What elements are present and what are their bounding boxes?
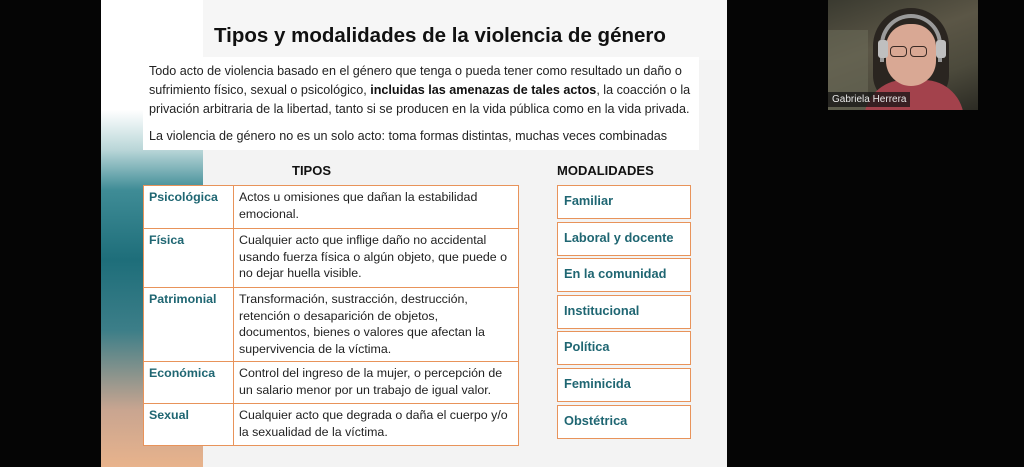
- table-row: [144, 229, 519, 288]
- headset-right-ear: [936, 40, 946, 58]
- intro-subtext: La violencia de género no es un solo acto: toma formas distintas, muchas veces combinadas: [149, 129, 668, 143]
- table-row: [144, 362, 519, 404]
- tipo-description: Cualquier acto que degrada o daña el cuerpo y/o la sexualidad de la víctima.: [234, 404, 519, 446]
- intro-text-1: Todo acto de violencia basado en el género que tenga o pueda tener como resultado un daño o sufrimiento físico, sexual o psicológico,: [149, 64, 682, 97]
- tipo-name: Psicológica: [144, 186, 234, 229]
- intro-paragraph: [149, 62, 701, 119]
- tipos-table: [143, 185, 519, 446]
- table-row: [144, 186, 519, 229]
- modalidad-item: Política: [557, 331, 691, 365]
- tipo-name: Física: [144, 229, 234, 288]
- table-row: [144, 404, 519, 446]
- modalidad-item: Obstétrica: [557, 405, 691, 439]
- modalidad-item: Feminicida: [557, 368, 691, 402]
- tipo-name: Económica: [144, 362, 234, 404]
- tipo-name: Patrimonial: [144, 288, 234, 362]
- modalidad-item: Familiar: [557, 185, 691, 219]
- modalidad-item: Institucional: [557, 295, 691, 329]
- modalidad-item: En la comunidad: [557, 258, 691, 292]
- modalidad-item: Laboral y docente: [557, 222, 691, 256]
- intro-bold-text: incluidas las amenazas de tales actos: [370, 83, 597, 97]
- table-row: [144, 288, 519, 362]
- headset-left-ear: [878, 40, 888, 58]
- tipos-heading: TIPOS: [292, 163, 332, 178]
- slide-title: Tipos y modalidades de la violencia de género: [214, 24, 666, 47]
- participant-name-label: Gabriela Herrera: [828, 92, 910, 107]
- modalidades-heading: MODALIDADES: [557, 163, 654, 178]
- modalidades-list: [557, 185, 691, 441]
- tipo-description: Transformación, sustracción, destrucción, retención o desaparición de objetos, documentos, bienes o valores que afectan la supervivencia de la víctima.: [234, 288, 519, 362]
- intro-text-2: , la coacción o la privación arbitraria de la libertad, tanto si se producen en la vida pública como en la vida privada.: [149, 83, 691, 116]
- tipo-description: Control del ingreso de la mujer, o percepción de un salario menor por un trabajo de igual valor.: [234, 362, 519, 404]
- tipo-name: Sexual: [144, 404, 234, 446]
- tipo-description: Actos u omisiones que dañan la estabilidad emocional.: [234, 186, 519, 229]
- tipo-description: Cualquier acto que inflige daño no accidental usando fuerza física o algún objeto, que puede o no dejar huella visible.: [234, 229, 519, 288]
- presentation-slide: [101, 0, 727, 467]
- participant-video-tile[interactable]: [828, 0, 978, 110]
